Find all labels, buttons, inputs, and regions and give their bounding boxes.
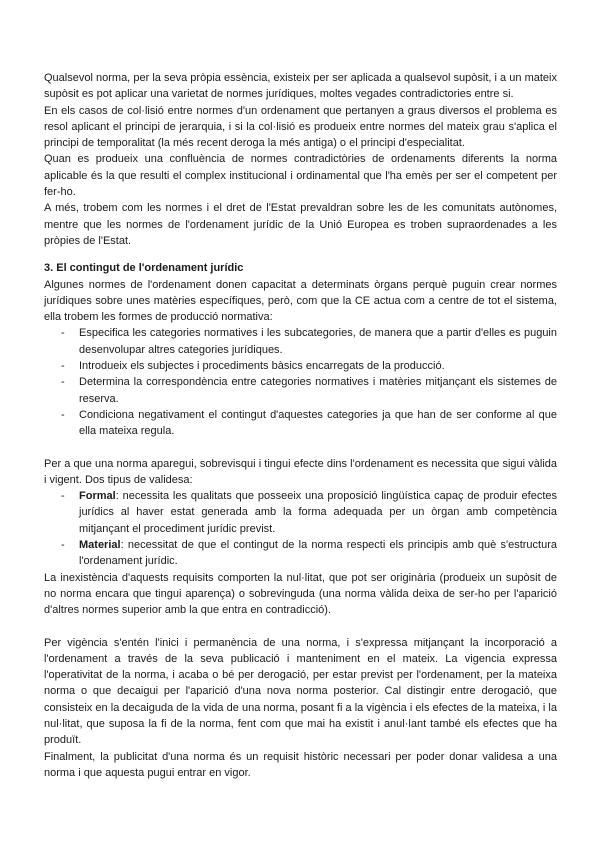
spacer: [44, 249, 557, 260]
list-item-text: Especifica les categories normatives i les subcategories, de manera que a partir d'elles es puguin desenvolupar altres categories jurídiques.: [79, 327, 557, 356]
list-item: [44, 358, 557, 374]
dash-bullet: -: [61, 490, 65, 503]
dash-bullet: -: [61, 408, 65, 421]
dash-bullet: -: [61, 376, 65, 389]
list-item-lead: Formal: [79, 490, 116, 503]
list-item-text: : necessitat de que el contingut de la norma respecti els principis amb què s'estructura l'ordenament jurídic.: [79, 539, 557, 568]
validesa-list: [44, 488, 557, 569]
paragraph-intro-2: En els casos de col·lisió entre normes d'un ordenament que pertanyen a graus diversos el problema es resol aplicant el principi de jerarquia, i si la col·lisió es produeix entre normes del mateix grau s'aplica el principi de temporalitat (la més recent deroga la més antiga) o el principi d'especialitat.: [44, 104, 557, 150]
validesa-outro: La inexistència d'aquests requisits comporten la nul·litat, que pot ser originària (produeix un supòsit de no norma encara que tingui aparença) o sobrevinguda (una norma vàlida deixa de ser-ho per l'aparició d'altres normes superior amb la que entra en contradicció).: [44, 571, 557, 617]
vigencia-paragraph-2: Finalment, la publicitat d'una norma és un requisit històric necessari per poder donar validesa a una norma i que aquesta pugui entrar en vigor.: [44, 750, 557, 779]
spacer: [44, 619, 557, 635]
section-heading: 3. El contingut de l'ordenament jurídic: [44, 262, 244, 275]
list-item: [44, 488, 557, 537]
dash-bullet: -: [61, 539, 65, 552]
list-item-text: Determina la correspondència entre categories normatives i matèries mitjançant els sistemes de reserva.: [79, 376, 557, 405]
dash-bullet: -: [61, 327, 65, 340]
spacer: [44, 440, 557, 456]
list-item: [44, 407, 557, 440]
list-item-text: Introdueix els subjectes i procediments bàsics encarregats de la producció.: [79, 360, 445, 373]
vigencia-paragraph-1: Per vigència s'entén l'inici i permanència de una norma, i s'expressa mitjançant la incorporació a l'ordenament a través de la seva publicació i manteniment en el mateix. La vigencia expressa l'operativitat de la norma, i acaba o bé per derogació, per estar previst per l'ordenament, per la mateixa norma o que decaigui per l'aparició d'una nova norma posterior. Cal distingir entre derogació, que consisteix en la decaiguda de la vida de una norma, posant fi a la vigència i els efectes de la mateixa, i la nul·litat, que suposa la fi de la norma, fent com que mai ha existit i anul·lant també els efectes que ha produït.: [44, 636, 557, 747]
section-intro: Algunes normes de l'ordenament donen capacitat a determinats òrgans perquè puguin crear normes jurídiques sobre unes matèries específiques, però, com que la CE actua com a centre de tot el sistema, ella trobem les formes de producció normativa:: [44, 278, 557, 324]
list-item: [44, 374, 557, 407]
dash-bullet: -: [61, 360, 65, 373]
production-bullet-list: [44, 325, 557, 439]
validesa-intro: Per a que una norma aparegui, sobrevisqui i tingui efecte dins l'ordenament es necessita que sigui vàlida i vigent. Dos tipus de validesa:: [44, 457, 557, 486]
list-item-text: Condiciona negativament el contingut d'aquestes categories ja que han de ser conforme al que ella mateixa regula.: [79, 408, 557, 438]
list-item: [44, 537, 557, 570]
paragraph-intro-3: Quan es produeix una confluència de normes contradictòries de ordenaments diferents la norma aplicable és la que resulti el complex institucional i ordinamental que l'ha emès per ser el competent per fer-ho.: [44, 153, 557, 199]
paragraph-intro-1: Qualsevol norma, per la seva pròpia essència, existeix per ser aplicada a qualsevol supòsit, i a un mateix supòsit es pot aplicar una varietat de normes jurídiques, moltes vegades contradictories entre si.: [44, 72, 557, 101]
paragraph-intro-4: A més, trobem com les normes i el dret de l'Estat prevaldran sobre les de les comunitats autònomes, mentre que les normes de l'ordenament jurídic de la Unió Europea es troben supraordenades a les pròpies de l'Estat.: [44, 202, 557, 247]
list-item-lead: Material: [79, 539, 121, 552]
list-item: [44, 325, 557, 358]
document-page: [44, 70, 557, 781]
list-item-text: : necessita les qualitats que posseeix una proposició lingüística capaç de produir efectes jurídics al haver estat generada amb la forma adequada per un òrgan amb competència mitjançant el procediment jurídic previst.: [79, 490, 557, 535]
